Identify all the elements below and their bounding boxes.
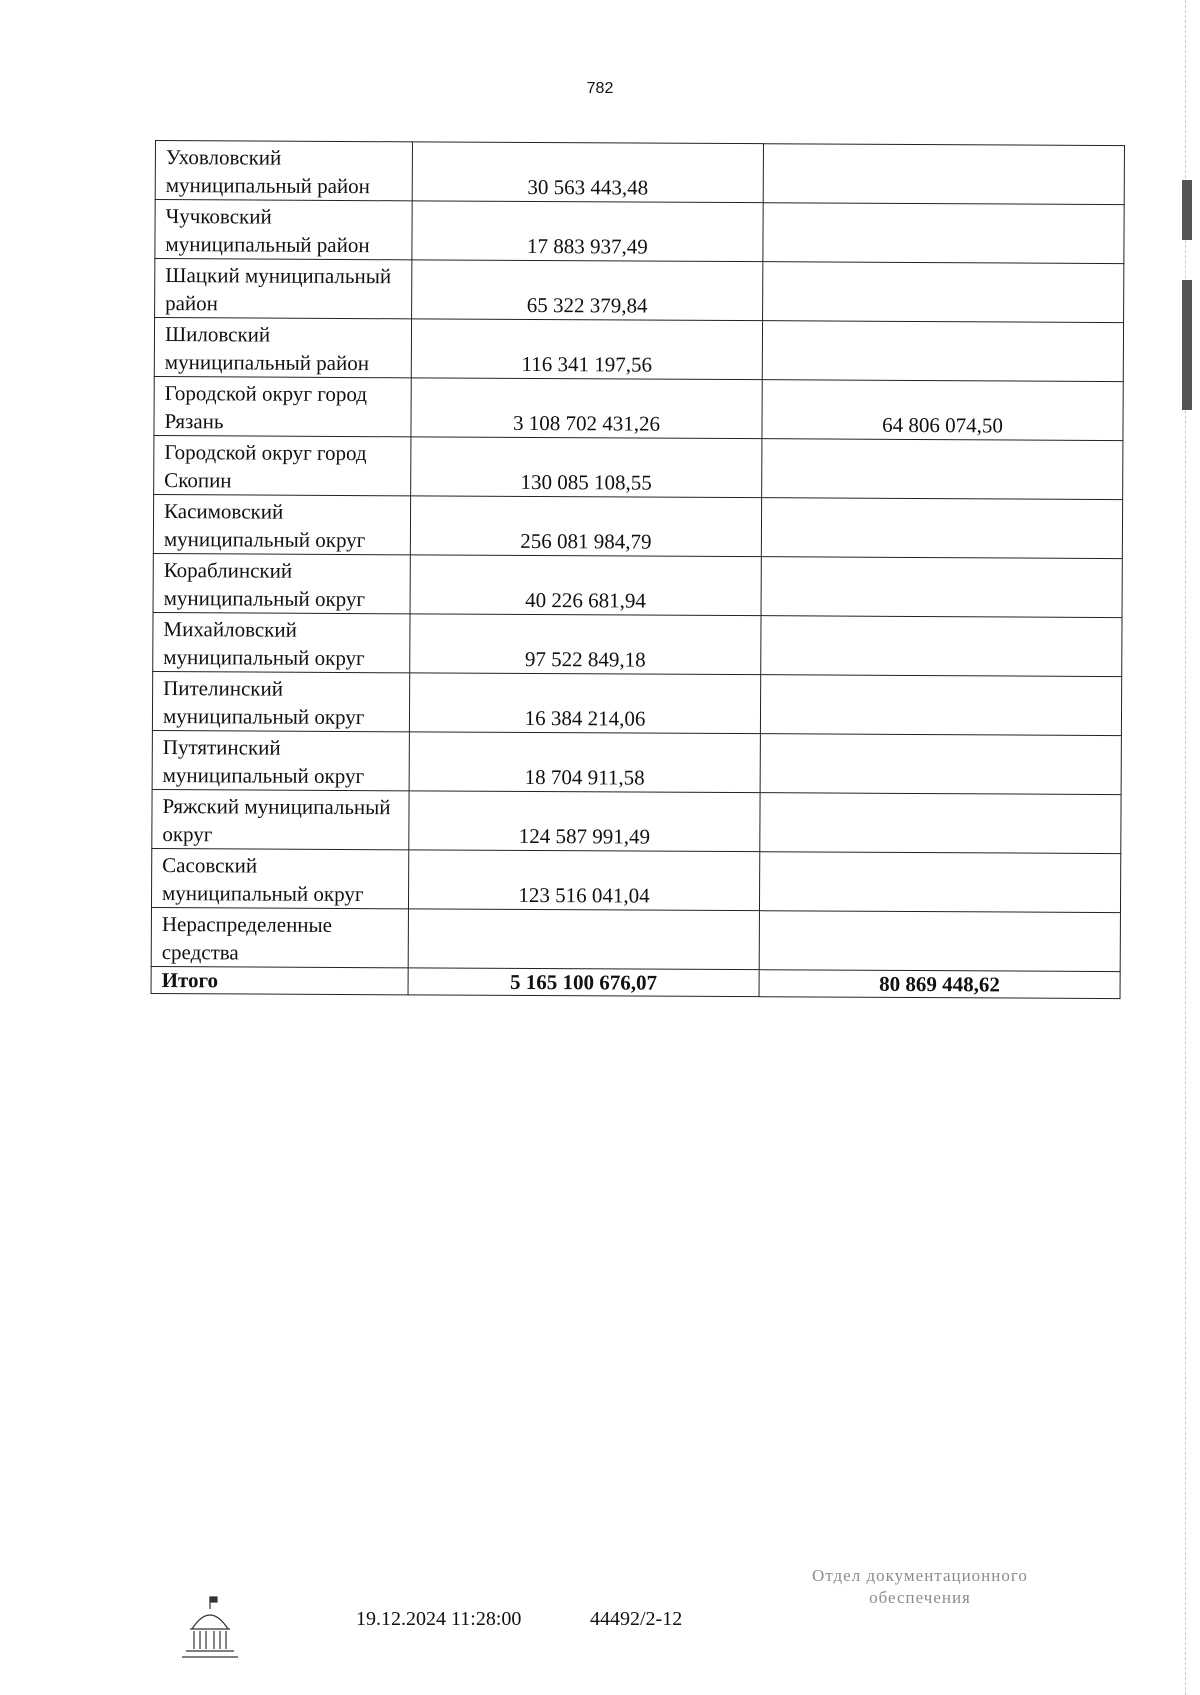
municipality-name-cell: Пителинский муниципальный округ: [152, 671, 409, 731]
total-additional-amount-cell: 80 869 448,62: [759, 970, 1120, 999]
page-number: 782: [586, 80, 614, 97]
additional-amount-cell: 64 806 074,50: [762, 380, 1123, 441]
table-row: [152, 789, 1121, 853]
additional-amount-cell: [761, 616, 1122, 677]
table-row: [155, 200, 1124, 264]
municipality-name-cell: Шацкий муниципальный район: [155, 259, 412, 319]
additional-amount-cell: [763, 262, 1124, 323]
table-row: [151, 848, 1120, 912]
duma-building-emblem-icon: [180, 1595, 240, 1665]
stamp-line-2: обеспечения: [869, 1588, 971, 1607]
total-amount-cell: 5 165 100 676,07: [408, 968, 759, 997]
additional-amount-cell: [762, 321, 1123, 382]
amount-cell: 16 384 214,06: [409, 673, 760, 734]
table-row: [154, 376, 1123, 440]
budget-distribution-table: [151, 140, 1125, 999]
municipality-name-cell: Шиловский муниципальный район: [154, 318, 411, 378]
municipality-name-cell: Уховловский муниципальный район: [155, 141, 412, 201]
municipality-name-cell: Ряжский муниципальный округ: [152, 789, 409, 849]
additional-amount-cell: [761, 557, 1122, 618]
table-row: [153, 553, 1122, 617]
amount-cell: 30 563 443,48: [412, 142, 763, 203]
document-datetime: 19.12.2024 11:28:00: [356, 1608, 522, 1630]
municipality-name-cell: Городской округ город Рязань: [154, 376, 411, 436]
amount-cell: 18 704 911,58: [409, 732, 760, 793]
additional-amount-cell: [760, 793, 1121, 854]
additional-amount-cell: [762, 439, 1123, 500]
stamp-line-1: Отдел документационного: [812, 1566, 1028, 1585]
total-row: [151, 966, 1120, 998]
amount-cell: 130 085 108,55: [411, 437, 762, 498]
additional-amount-cell: [759, 911, 1120, 972]
amount-cell: 40 226 681,94: [410, 555, 761, 616]
registration-number: 44492/2-12: [590, 1608, 683, 1630]
additional-amount-cell: [759, 852, 1120, 913]
table-row: [154, 318, 1123, 382]
municipality-name-cell: Кораблинский муниципальный округ: [153, 553, 410, 613]
table-row: [152, 730, 1121, 794]
department-stamp: [770, 1565, 1070, 1609]
amount-cell: 123 516 041,04: [408, 850, 759, 911]
amount-cell: [408, 909, 759, 970]
municipality-name-cell: Путятинский муниципальный округ: [152, 730, 409, 790]
municipality-name-cell: Касимовский муниципальный округ: [153, 494, 410, 554]
municipality-name-cell: Нераспределенные средства: [151, 907, 408, 967]
amount-cell: 256 081 984,79: [410, 496, 761, 557]
table-row: [152, 671, 1121, 735]
amount-cell: 116 341 197,56: [411, 319, 762, 380]
amount-cell: 65 322 379,84: [412, 260, 763, 321]
scan-edge-mark: [1182, 280, 1192, 410]
additional-amount-cell: [763, 203, 1124, 264]
table-row: [155, 259, 1124, 323]
amount-cell: 3 108 702 431,26: [411, 378, 762, 439]
scan-edge-artifact: [1185, 0, 1196, 1695]
table-body: [151, 141, 1124, 999]
table-row: [151, 907, 1120, 971]
additional-amount-cell: [760, 734, 1121, 795]
total-label-cell: Итого: [151, 966, 408, 994]
municipality-name-cell: Чучковский муниципальный район: [155, 200, 412, 260]
table-row: [154, 435, 1123, 499]
table-row: [153, 612, 1122, 676]
additional-amount-cell: [760, 675, 1121, 736]
additional-amount-cell: [763, 144, 1124, 205]
amount-cell: 17 883 937,49: [412, 201, 763, 262]
amount-cell: 124 587 991,49: [409, 791, 760, 852]
table-row: [155, 141, 1124, 205]
municipality-name-cell: Михайловский муниципальный округ: [153, 612, 410, 672]
scan-edge-mark: [1182, 180, 1192, 240]
municipality-name-cell: Сасовский муниципальный округ: [151, 848, 408, 908]
amount-cell: 97 522 849,18: [410, 614, 761, 675]
additional-amount-cell: [761, 498, 1122, 559]
municipality-name-cell: Городской округ город Скопин: [154, 435, 411, 495]
table-row: [153, 494, 1122, 558]
